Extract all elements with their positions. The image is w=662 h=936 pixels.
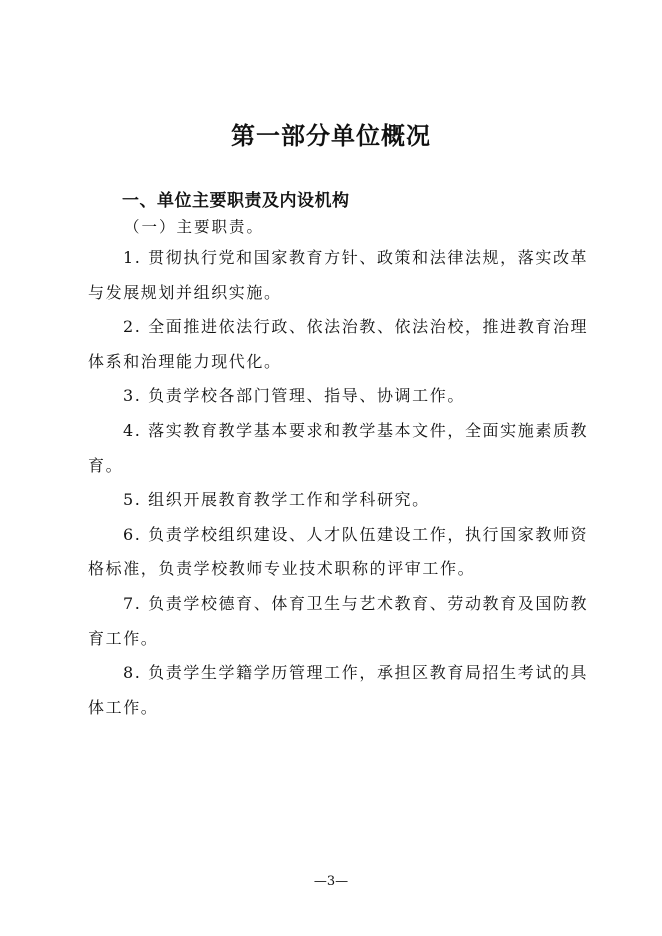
duty-item-line: 7. 负责学校德育、体育卫生与艺术教育、劳动教育及国防教 [123, 593, 589, 613]
duty-item [88, 587, 589, 656]
duty-item-line: 育工作。 [88, 628, 159, 648]
duty-item-line: 育。 [88, 455, 124, 475]
duty-item [88, 241, 589, 310]
duty-item-line: 8. 负责学生学籍学历管理工作，承担区教育局招生考试的具 [123, 663, 589, 683]
duty-item-line: 3. 负责学校各部门管理、指导、协调工作。 [123, 386, 465, 406]
duty-item-line: 体工作。 [88, 697, 159, 717]
duty-item [88, 310, 589, 379]
duty-item-line: 与发展规划并组织实施。 [88, 282, 282, 302]
page-title: 第一部分单位概况 [231, 121, 431, 150]
duty-item [88, 483, 580, 518]
section-heading: 一、单位主要职责及内设机构 [122, 191, 350, 211]
duty-item [88, 379, 580, 414]
duty-item-line: 格标准，负责学校教师专业技术职称的评审工作。 [88, 559, 476, 579]
duty-item-line: 2. 全面推进依法行政、依法治教、依法治校，推进教育治理 [123, 317, 589, 337]
page-number: —3— [313, 874, 349, 889]
subsection-heading: （一）主要职责。 [124, 218, 265, 236]
duty-item-line: 体系和治理能力现代化。 [88, 351, 282, 371]
duty-item [88, 656, 589, 725]
duty-item [88, 414, 589, 483]
duty-item-line: 5. 组织开展教育教学工作和学科研究。 [123, 490, 430, 510]
duty-item-line: 6. 负责学校组织建设、人才队伍建设工作，执行国家教师资 [123, 524, 589, 544]
duties-list [88, 241, 589, 725]
duty-item [88, 518, 589, 587]
duty-item-line: 1. 贯彻执行党和国家教育方针、政策和法律法规，落实改革 [123, 248, 589, 267]
duty-item-line: 4. 落实教育教学基本要求和教学基本文件，全面实施素质教 [123, 420, 589, 440]
